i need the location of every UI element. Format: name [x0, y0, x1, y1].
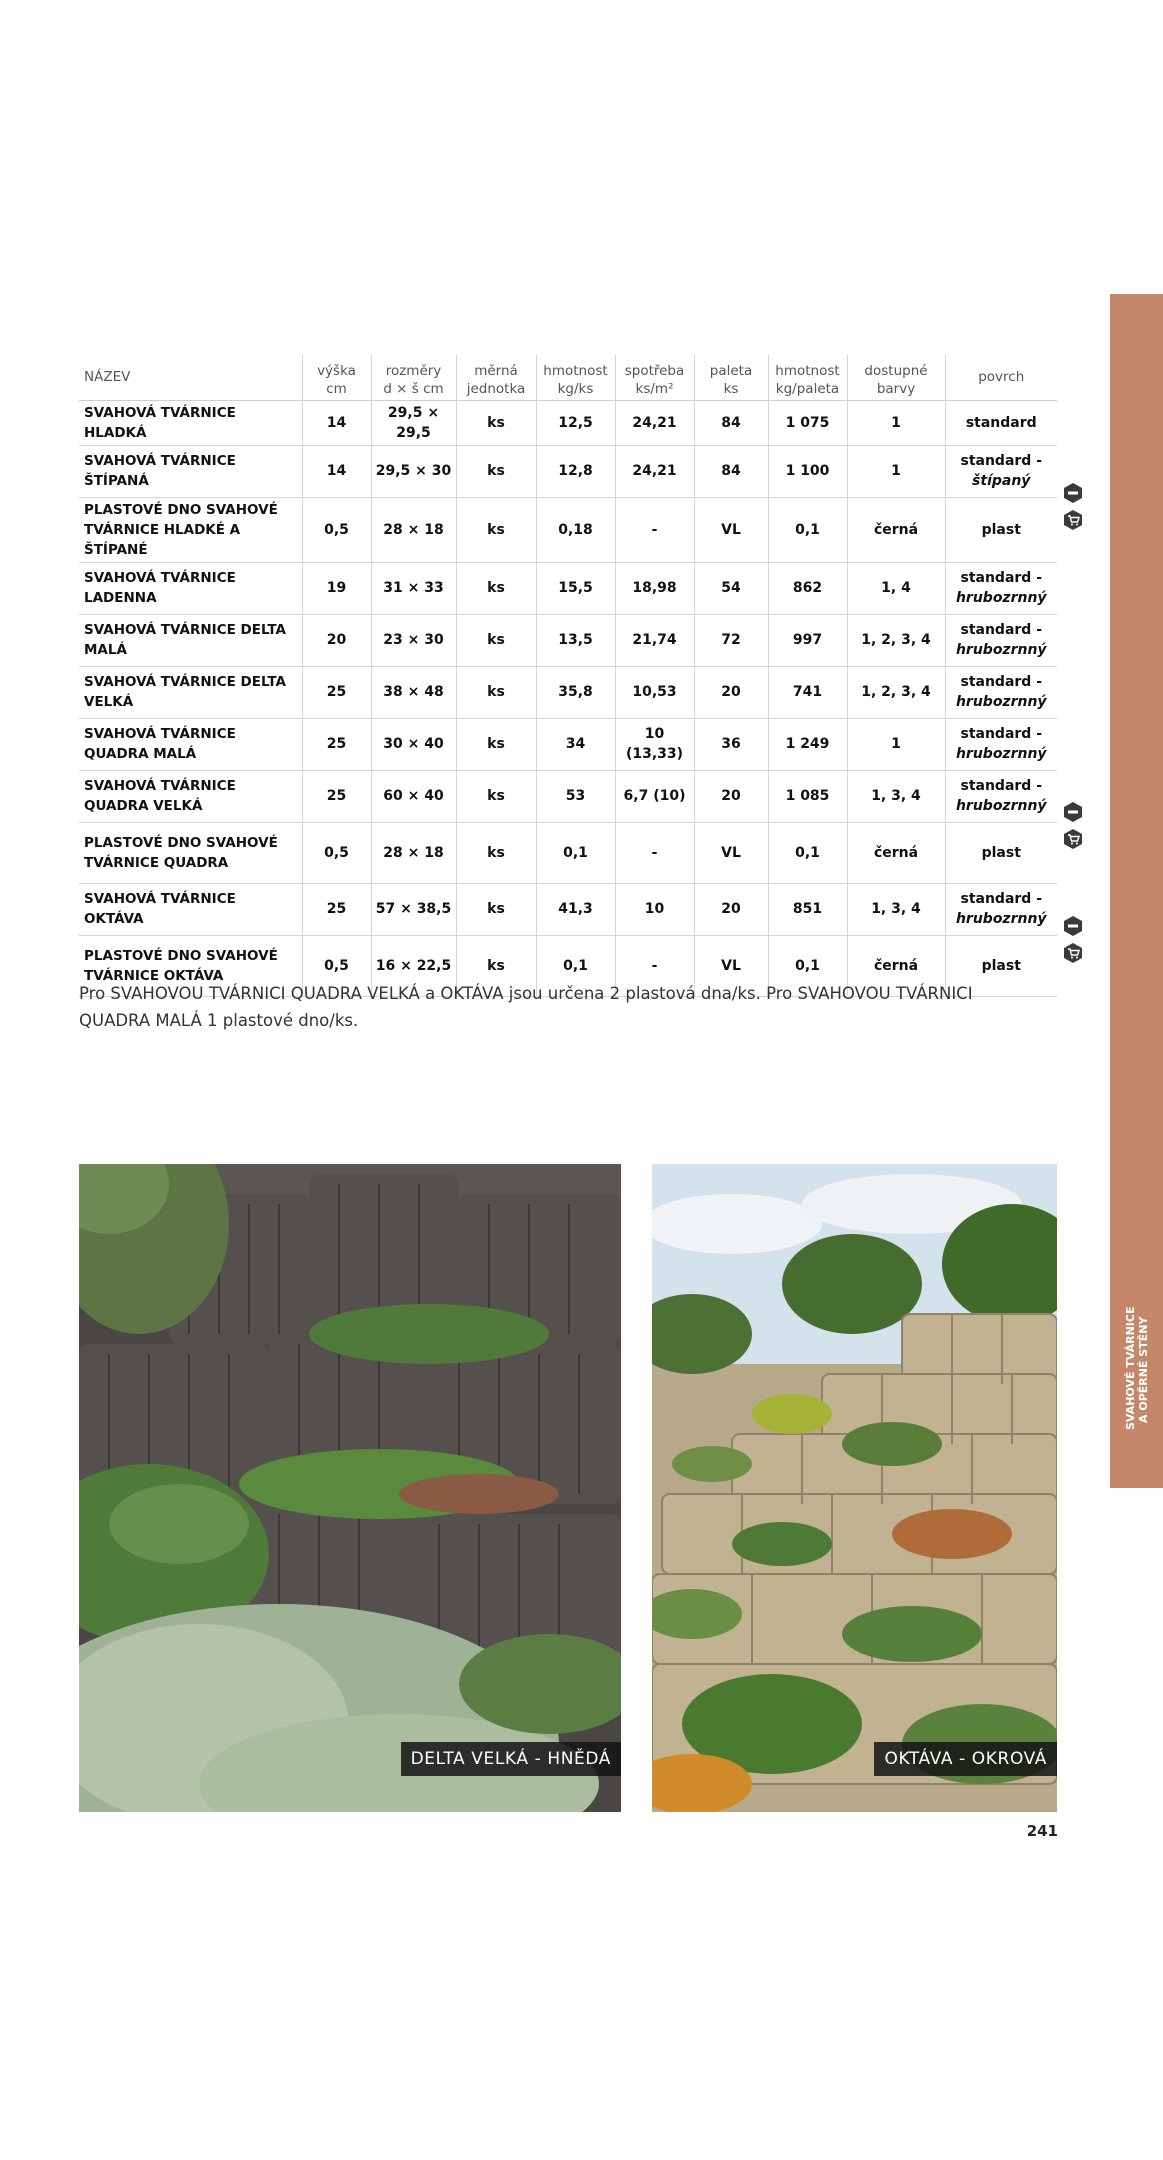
- icons-row-3: [1062, 482, 1084, 536]
- cell-pallet-weight: 851: [768, 883, 847, 935]
- cell-height: 25: [302, 770, 371, 822]
- cell-unit: ks: [456, 666, 536, 718]
- cell-usage: -: [615, 822, 694, 883]
- cell-name: SVAHOVÁ TVÁRNICE OKTÁVA: [79, 883, 302, 935]
- cell-pallet: 20: [694, 666, 768, 718]
- cell-dimensions: 30 × 40: [371, 718, 456, 770]
- cell-surface: [945, 883, 1057, 935]
- cell-colors: černá: [847, 935, 945, 996]
- cell-colors: černá: [847, 822, 945, 883]
- surface-main-text: plast: [981, 844, 1021, 861]
- cell-name: SVAHOVÁ TVÁRNICE ŠTÍPANÁ: [79, 445, 302, 497]
- header-name: NÁZEV: [79, 355, 302, 400]
- cell-colors: 1: [847, 718, 945, 770]
- table-row: [79, 445, 1057, 497]
- cell-height: 14: [302, 445, 371, 497]
- cell-pallet-weight: 0,1: [768, 497, 847, 562]
- cell-unit: ks: [456, 770, 536, 822]
- surface-main-text: standard -: [960, 453, 1043, 469]
- cell-height: 25: [302, 666, 371, 718]
- cell-dimensions: 60 × 40: [371, 770, 456, 822]
- cell-usage: 18,98: [615, 562, 694, 614]
- cell-colors: černá: [847, 497, 945, 562]
- cell-surface: [945, 497, 1057, 562]
- cell-height: 25: [302, 718, 371, 770]
- cell-unit: ks: [456, 497, 536, 562]
- cell-name: SVAHOVÁ TVÁRNICE DELTA VELKÁ: [79, 666, 302, 718]
- surface-alt-text: hrubozrnný: [955, 746, 1047, 762]
- cell-usage: 21,74: [615, 614, 694, 666]
- cell-dimensions: 23 × 30: [371, 614, 456, 666]
- surface-alt-text: hrubozrnný: [955, 911, 1047, 927]
- table-row: [79, 883, 1057, 935]
- surface-main-text: standard -: [960, 622, 1043, 638]
- cell-weight: 35,8: [536, 666, 615, 718]
- header-colors: dostupné barvy: [847, 355, 945, 400]
- surface-main-text: standard -: [960, 674, 1043, 690]
- cell-unit: ks: [456, 400, 536, 445]
- header-pallet: paleta ks: [694, 355, 768, 400]
- cell-colors: 1, 2, 3, 4: [847, 614, 945, 666]
- cell-dimensions: 29,5 × 29,5: [371, 400, 456, 445]
- cell-pallet-weight: 1 100: [768, 445, 847, 497]
- cell-pallet-weight: 1 075: [768, 400, 847, 445]
- cell-pallet: 84: [694, 445, 768, 497]
- cell-usage: 10: [615, 883, 694, 935]
- cell-dimensions: 28 × 18: [371, 497, 456, 562]
- page-number: 241: [1026, 1822, 1058, 1840]
- surface-alt-text: hrubozrnný: [955, 798, 1047, 814]
- cell-height: 19: [302, 562, 371, 614]
- cell-name: PLASTOVÉ DNO SVAHOVÉ TVÁRNICE OKTÁVA: [79, 935, 302, 996]
- cell-pallet: 36: [694, 718, 768, 770]
- cell-dimensions: 29,5 × 30: [371, 445, 456, 497]
- cell-surface: [945, 718, 1057, 770]
- header-pallet-weight: hmotnost kg/paleta: [768, 355, 847, 400]
- table-header-row: [79, 355, 1057, 400]
- surface-main-text: standard: [965, 414, 1037, 431]
- photo-delta-velka-image: [79, 1164, 621, 1812]
- cell-name: PLASTOVÉ DNO SVAHOVÉ TVÁRNICE QUADRA: [79, 822, 302, 883]
- surface-alt-text: štípaný: [972, 473, 1031, 489]
- cell-pallet: VL: [694, 822, 768, 883]
- product-spec-table: [79, 355, 1057, 997]
- footnote: Pro SVAHOVOU TVÁRNICI QUADRA VELKÁ a OKTÁVA jsou určena 2 plastová dna/ks. Pro SVAHOVOU TVÁRNICI QUADRA MALÁ 1 plastové dno/ks.: [79, 984, 973, 1030]
- cell-surface: [945, 400, 1057, 445]
- cell-usage: 10 (13,33): [615, 718, 694, 770]
- cell-unit: ks: [456, 822, 536, 883]
- cell-weight: 12,8: [536, 445, 615, 497]
- cell-dimensions: 57 × 38,5: [371, 883, 456, 935]
- cell-surface: [945, 770, 1057, 822]
- cell-pallet-weight: 862: [768, 562, 847, 614]
- cell-weight: 15,5: [536, 562, 615, 614]
- cell-pallet: 54: [694, 562, 768, 614]
- surface-main-text: standard -: [960, 778, 1043, 794]
- cell-colors: 1: [847, 445, 945, 497]
- cell-unit: ks: [456, 718, 536, 770]
- hexagon-badge-icon: [1062, 915, 1084, 937]
- cell-dimensions: 16 × 22,5: [371, 935, 456, 996]
- cell-dimensions: 31 × 33: [371, 562, 456, 614]
- cell-colors: 1: [847, 400, 945, 445]
- table-row: [79, 562, 1057, 614]
- cell-height: 0,5: [302, 822, 371, 883]
- cell-weight: 34: [536, 718, 615, 770]
- header-weight: hmotnost kg/ks: [536, 355, 615, 400]
- table-row: [79, 822, 1057, 883]
- hexagon-badge-icon: [1062, 801, 1084, 823]
- icons-row-11: [1062, 915, 1084, 969]
- cell-weight: 12,5: [536, 400, 615, 445]
- header-usage: spotřeba ks/m²: [615, 355, 694, 400]
- cell-name: SVAHOVÁ TVÁRNICE DELTA MALÁ: [79, 614, 302, 666]
- cell-pallet: 20: [694, 883, 768, 935]
- surface-main-text: plast: [981, 521, 1021, 538]
- cell-unit: ks: [456, 562, 536, 614]
- cell-pallet-weight: 0,1: [768, 935, 847, 996]
- cell-usage: 6,7 (10): [615, 770, 694, 822]
- cell-pallet-weight: 1 085: [768, 770, 847, 822]
- cell-weight: 0,1: [536, 935, 615, 996]
- shopping-cart-icon: [1062, 942, 1084, 964]
- cell-unit: ks: [456, 614, 536, 666]
- cell-pallet: VL: [694, 935, 768, 996]
- surface-alt-text: hrubozrnný: [955, 642, 1047, 658]
- photo-oktava-image: [652, 1164, 1057, 1812]
- cell-unit: ks: [456, 883, 536, 935]
- cell-pallet-weight: 741: [768, 666, 847, 718]
- cell-usage: 10,53: [615, 666, 694, 718]
- cell-weight: 0,1: [536, 822, 615, 883]
- cell-usage: -: [615, 935, 694, 996]
- icons-row-9: [1062, 801, 1084, 855]
- surface-alt-text: hrubozrnný: [955, 694, 1047, 710]
- surface-main-text: plast: [981, 957, 1021, 974]
- photo-delta-velka: [79, 1164, 621, 1812]
- cell-usage: 24,21: [615, 445, 694, 497]
- surface-main-text: standard -: [960, 891, 1043, 907]
- table-row: [79, 497, 1057, 562]
- cell-usage: 24,21: [615, 400, 694, 445]
- cell-pallet: 72: [694, 614, 768, 666]
- cell-name: SVAHOVÁ TVÁRNICE QUADRA VELKÁ: [79, 770, 302, 822]
- chapter-side-tab-label: [1124, 1306, 1150, 1430]
- cell-name: PLASTOVÉ DNO SVAHOVÉ TVÁRNICE HLADKÉ A ŠTÍPANÉ: [79, 497, 302, 562]
- cell-height: 0,5: [302, 935, 371, 996]
- cell-usage: -: [615, 497, 694, 562]
- side-tab-line-1: SVAHOVÉ TVÁRNICE: [1124, 1306, 1137, 1430]
- table-row: [79, 770, 1057, 822]
- cell-weight: 13,5: [536, 614, 615, 666]
- header-height: výška cm: [302, 355, 371, 400]
- photo-caption-delta: DELTA VELKÁ - HNĚDÁ: [401, 1742, 621, 1776]
- cell-colors: 1, 4: [847, 562, 945, 614]
- cell-unit: ks: [456, 445, 536, 497]
- cell-weight: 0,18: [536, 497, 615, 562]
- hexagon-badge-icon: [1062, 482, 1084, 504]
- cell-colors: 1, 2, 3, 4: [847, 666, 945, 718]
- cell-weight: 53: [536, 770, 615, 822]
- cell-height: 0,5: [302, 497, 371, 562]
- cell-pallet: 20: [694, 770, 768, 822]
- shopping-cart-icon: [1062, 828, 1084, 850]
- cell-pallet-weight: 1 249: [768, 718, 847, 770]
- side-tab-line-2: A OPĚRNÉ STĚNY: [1137, 1316, 1150, 1424]
- cell-pallet: VL: [694, 497, 768, 562]
- table-row: [79, 614, 1057, 666]
- cell-name: SVAHOVÁ TVÁRNICE LADENNA: [79, 562, 302, 614]
- cell-pallet: 84: [694, 400, 768, 445]
- cell-pallet-weight: 0,1: [768, 822, 847, 883]
- cell-colors: 1, 3, 4: [847, 770, 945, 822]
- cell-weight: 41,3: [536, 883, 615, 935]
- cell-unit: ks: [456, 935, 536, 996]
- table-row: [79, 666, 1057, 718]
- table-row: [79, 718, 1057, 770]
- cell-pallet-weight: 997: [768, 614, 847, 666]
- table-row: [79, 400, 1057, 445]
- header-surface: povrch: [945, 355, 1057, 400]
- cell-dimensions: 28 × 18: [371, 822, 456, 883]
- shopping-cart-icon: [1062, 509, 1084, 531]
- cell-surface: [945, 614, 1057, 666]
- surface-main-text: standard -: [960, 570, 1043, 586]
- surface-alt-text: hrubozrnný: [955, 590, 1047, 606]
- cell-colors: 1, 3, 4: [847, 883, 945, 935]
- cell-surface: [945, 445, 1057, 497]
- photo-oktava: [652, 1164, 1057, 1812]
- cell-name: SVAHOVÁ TVÁRNICE QUADRA MALÁ: [79, 718, 302, 770]
- header-dimensions: rozměry d × š cm: [371, 355, 456, 400]
- cell-height: 20: [302, 614, 371, 666]
- cell-height: 14: [302, 400, 371, 445]
- cell-surface: [945, 562, 1057, 614]
- surface-main-text: standard -: [960, 726, 1043, 742]
- cell-surface: [945, 822, 1057, 883]
- header-unit: měrná jednotka: [456, 355, 536, 400]
- cell-surface: [945, 666, 1057, 718]
- cell-name: SVAHOVÁ TVÁRNICE HLADKÁ: [79, 400, 302, 445]
- cell-dimensions: 38 × 48: [371, 666, 456, 718]
- photo-caption-oktava: OKTÁVA - OKROVÁ: [874, 1742, 1057, 1776]
- cell-height: 25: [302, 883, 371, 935]
